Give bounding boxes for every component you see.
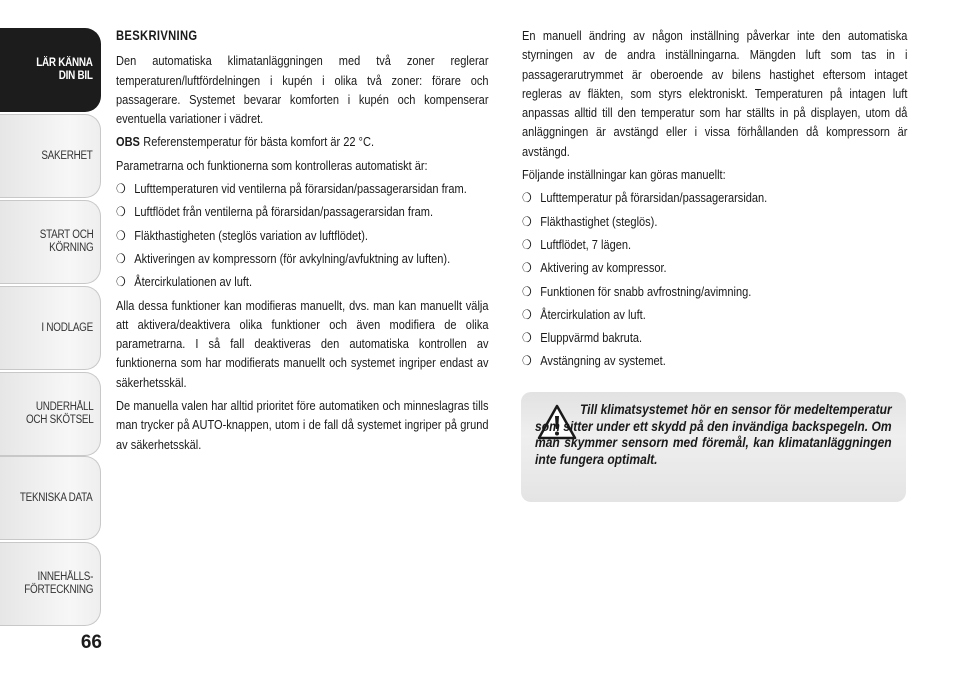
list-item-text: Funktionen för snabb avfrostning/avimning. bbox=[540, 283, 752, 299]
tab-label: UNDERHÅLL OCH SKÖTSEL bbox=[25, 401, 93, 426]
bullet-icon: ❍ bbox=[116, 250, 126, 266]
list-item-text: Avstängning av systemet. bbox=[540, 353, 666, 369]
page-number: 66 bbox=[80, 632, 102, 653]
bullet-icon: ❍ bbox=[522, 260, 532, 276]
list-item bbox=[522, 188, 907, 207]
list-item bbox=[116, 272, 489, 291]
tab-label: I NÖDLÄGE bbox=[41, 321, 93, 334]
tab-label: LÄR KÄNNA DIN BIL bbox=[36, 57, 93, 82]
bullet-icon: ❍ bbox=[522, 283, 532, 299]
obs-note bbox=[116, 132, 489, 151]
list-item bbox=[116, 226, 489, 245]
list-item-text: Återcirkulation av luft. bbox=[540, 306, 646, 322]
bullet-icon: ❍ bbox=[116, 274, 126, 290]
list-item-text: Luftflödet, 7 lägen. bbox=[540, 236, 632, 252]
bullet-icon: ❍ bbox=[522, 306, 532, 322]
intro-paragraph: Den automatiska klimatanläggningen med två zoner reglerar temperaturen/luftfördelningen i kupén i olika två zoner: förare och passagerare. Systemet bevarar komforten i kupén och kompenserar eventuella variationer i vädret. bbox=[116, 53, 489, 127]
params-intro: Parametrarna och funktionerna som kontrolleras automatiskt är: bbox=[116, 157, 428, 173]
right-column bbox=[522, 26, 909, 375]
list-item-text: Fläkthastighet (steglös). bbox=[540, 213, 658, 229]
tab-label: TEKNISKA DATA bbox=[20, 491, 93, 504]
list-item bbox=[116, 179, 489, 198]
section-heading: BESKRIVNING bbox=[116, 28, 198, 43]
tab-innehallsforteckning[interactable] bbox=[0, 542, 101, 626]
list-item-text: Lufttemperaturen vid ventilerna på förarsidan/passagerarsidan fram. bbox=[134, 181, 467, 197]
list-item-text: Aktivering av kompressor. bbox=[540, 260, 667, 276]
tab-underhall-och-skotsel[interactable] bbox=[0, 372, 101, 456]
obs-label: OBS bbox=[116, 134, 140, 150]
tab-tekniska-data[interactable] bbox=[0, 456, 101, 540]
warning-text: Till klimatsystemet hör en sensor för medeltemperatur som sitter under ett skydd på den invändiga backspegeln. Om man skymmer sensorn med föremål, kan klimatanläggningen inte fungera optimalt. bbox=[535, 402, 892, 467]
tab-label: SÄKERHET bbox=[41, 149, 93, 162]
list-item-text: Återcirkulationen av luft. bbox=[134, 274, 253, 290]
left-column bbox=[116, 26, 490, 458]
tab-i-nodlage[interactable] bbox=[0, 286, 101, 370]
list-item bbox=[522, 258, 907, 277]
tab-lar-kanna-din-bil[interactable] bbox=[0, 28, 101, 112]
list-item bbox=[116, 202, 489, 221]
bullet-icon: ❍ bbox=[522, 190, 532, 206]
tab-sakerhet[interactable] bbox=[0, 114, 101, 198]
chapter-sidebar bbox=[0, 0, 102, 677]
list-item bbox=[116, 249, 489, 268]
obs-text: Referenstemperatur för bästa komfort är 22 °C. bbox=[143, 134, 375, 150]
list-item-text: Fläkthastigheten (steglös variation av luftflödet). bbox=[134, 227, 368, 243]
list-item bbox=[522, 351, 907, 370]
tab-label: START OCH KÖRNING bbox=[39, 229, 93, 254]
list-item bbox=[522, 212, 907, 231]
manual-change-paragraph: En manuell ändring av någon inställning påverkar inte den automatiska styrningen av de andra inställningarna. Mängden luft som tas in i passagerarutrymmet är oberoende av bilens hastighet eftersom intaget regleras av fläkten, som styrs elektroniskt. Temperaturen på intagen luft anpassas alltid till den temperatur som har ställts in på displayen, utom då anläggningen är avstängd eller i vissa förhållanden då kompressorn är avstängd. bbox=[522, 28, 908, 159]
manual-paragraph: Alla dessa funktioner kan modifieras manuellt, dvs. man kan manuellt välja att aktivera/deaktivera olika funktioner och även modifiera de olika parametrarna. I så fall deaktiveras den automatiska kontrollen av funktionerna som har modifierats manuellt och systemet ingriper endast av säkerhetsskäl. bbox=[116, 297, 489, 390]
list-item-text: Eluppvärmd bakruta. bbox=[540, 330, 643, 346]
bullet-icon: ❍ bbox=[522, 236, 532, 252]
list-item-text: Lufttemperatur på förarsidan/passagerarsidan. bbox=[540, 190, 768, 206]
manual-settings-intro: Följande inställningar kan göras manuellt: bbox=[522, 167, 726, 183]
bullet-icon: ❍ bbox=[522, 353, 532, 369]
list-item-text: Luftflödet från ventilerna på förarsidan/passagerarsidan fram. bbox=[134, 204, 434, 220]
bullet-icon: ❍ bbox=[522, 213, 532, 229]
bullet-icon: ❍ bbox=[116, 181, 126, 197]
tab-start-och-korning[interactable] bbox=[0, 200, 101, 284]
warning-box bbox=[521, 392, 906, 502]
bullet-icon: ❍ bbox=[522, 330, 532, 346]
list-item bbox=[522, 282, 907, 301]
list-item-text: Aktiveringen av kompressorn (för avkylning/avfuktning av luften). bbox=[134, 250, 451, 266]
priority-paragraph: De manuella valen har alltid prioritet före automatiken och minneslagras tills man trycker på AUTO-knappen, utom i de fall då systemet ingriper på grund av säkerhetsskäl. bbox=[116, 398, 489, 452]
bullet-icon: ❍ bbox=[116, 227, 126, 243]
tab-label: INNEHÅLLS- FÖRTECKNING bbox=[24, 571, 93, 596]
bullet-icon: ❍ bbox=[116, 204, 126, 220]
list-item bbox=[522, 328, 907, 347]
list-item bbox=[522, 305, 907, 324]
list-item bbox=[522, 235, 907, 254]
